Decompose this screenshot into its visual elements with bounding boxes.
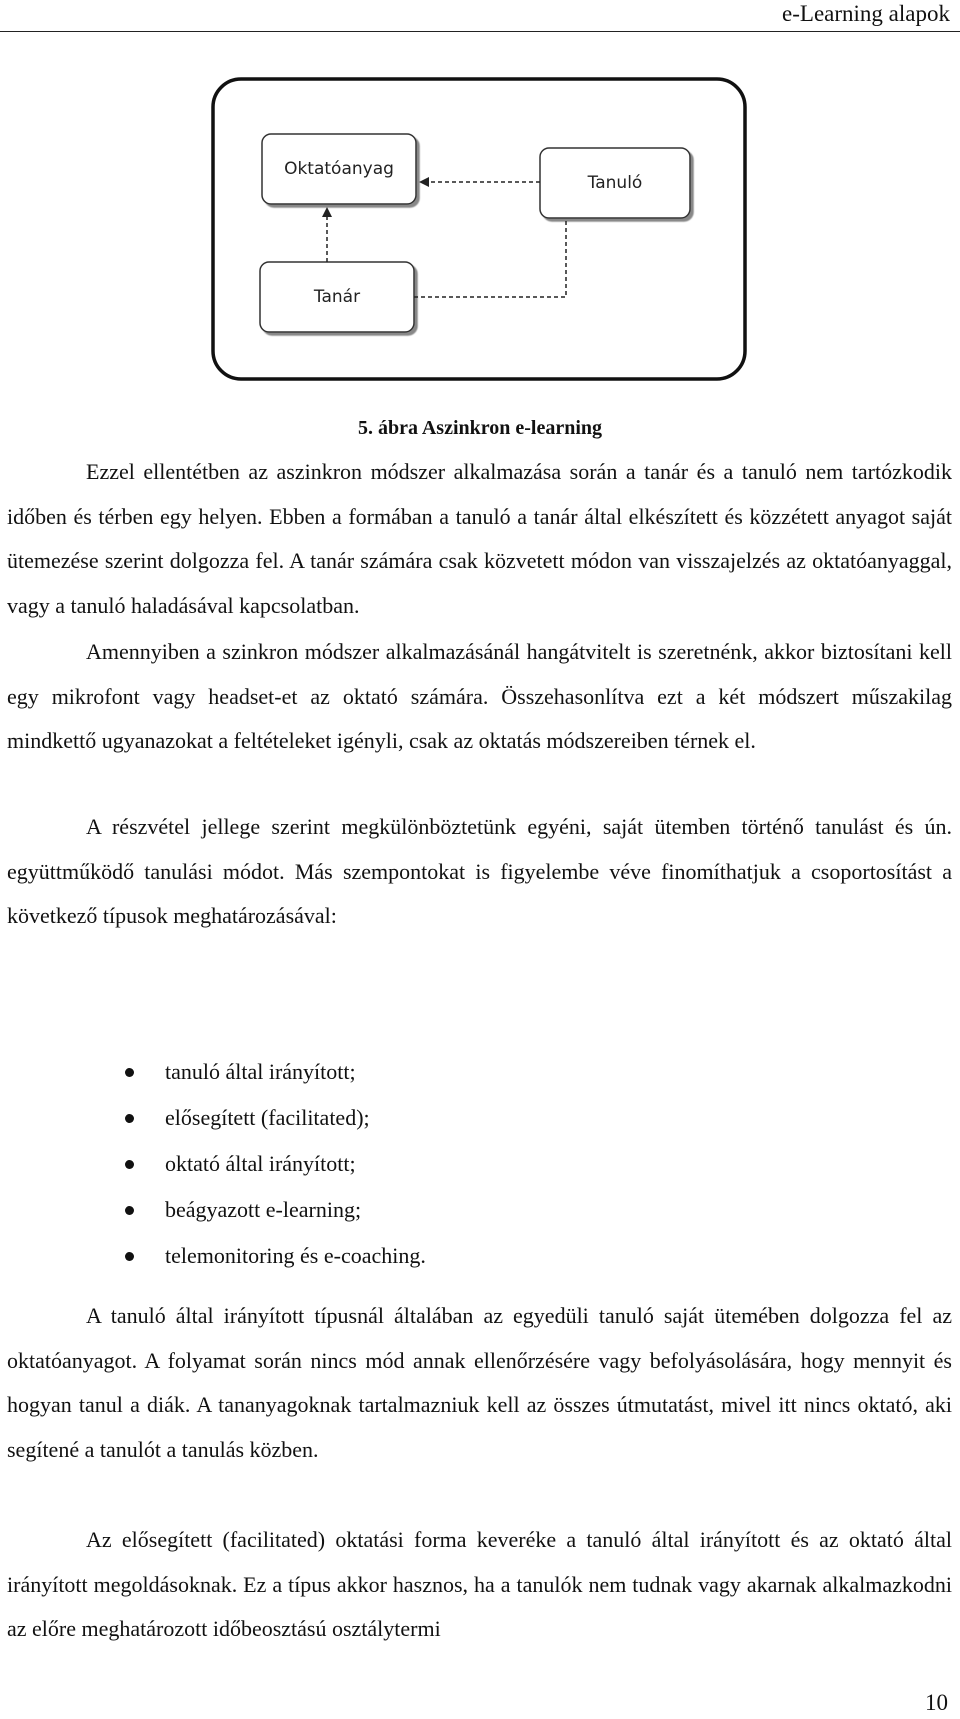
list-item-text: tanuló által irányított; (165, 1059, 356, 1084)
list-item (0, 1233, 426, 1279)
paragraph-2: Amennyiben a szinkron módszer alkalmazásánál hangátvitelt is szeretnénk, akkor biztosítani kell egy mikrofont vagy headset-et az oktató számára. Összehasonlítva ezt a két módszert műszakilag mindkettő ugyanazokat a feltételeket igényli, csak az oktatás módszereiben térnek el. (7, 639, 952, 753)
async-elearning-diagram (210, 76, 750, 386)
box-teacher-label: Tanár (313, 287, 361, 307)
header-title: e-Learning alapok (782, 1, 950, 26)
list-item (0, 1049, 426, 1095)
box-material (262, 134, 416, 204)
list-item-text: oktató által irányított; (165, 1151, 356, 1176)
bullet-dot (125, 1068, 134, 1077)
paragraph-3: A részvétel jellege szerint megkülönböztetünk egyéni, saját ütemben történő tanulást és ún. együttműködő tanulási módot. Más szempontokat is figyelembe véve finomíthatjuk a csoportosítást a következő típusok meghatározásával: (7, 814, 952, 928)
box-material-label: Oktatóanyag (284, 159, 394, 179)
diagram-frame (213, 79, 745, 379)
bullet-dot (125, 1206, 134, 1215)
paragraph-5: Az elősegített (facilitated) oktatási forma keveréke a tanuló által irányított és az oktató által irányított megoldásoknak. Ez a típus akkor hasznos, ha a tanulók nem tudnak vagy akarnak alkalmazkodni az előre meghatározott időbeosztású osztálytermi (7, 1527, 952, 1641)
page-number: 10 (925, 1690, 948, 1715)
type-list (0, 1049, 426, 1279)
bullet-dot (125, 1252, 134, 1261)
box-teacher (260, 262, 414, 332)
list-item (0, 1095, 426, 1141)
list-item (0, 1187, 426, 1233)
list-item-text: beágyazott e-learning; (165, 1197, 362, 1222)
bullet-dot (125, 1160, 134, 1169)
paragraph-4: A tanuló által irányított típusnál általában az egyedüli tanuló saját ütemében dolgozza fel az oktatóanyagot. A folyamat során nincs mód annak ellenőrzésére vagy befolyásolására, hogy mennyit és hogyan tanul a diák. A tananyagoknak tartalmazniuk kell az összes útmutatást, mivel itt nincs oktató, aki segítené a tanulót a tanulás közben. (7, 1303, 952, 1462)
list-item-text: elősegített (facilitated); (165, 1105, 370, 1130)
list-item (0, 1141, 426, 1187)
paragraph-1: Ezzel ellentétben az aszinkron módszer alkalmazása során a tanár és a tanuló nem tartózkodik időben és térben egy helyen. Ebben a formában a tanuló a tanár által elkészített és közzétett anyagot saját ütemezése szerint dolgozza fel. A tanár számára csak közvetett módon van visszajelzés az oktatóanyaggal, vagy a tanuló haladásával kapcsolatban. (7, 459, 952, 618)
list-item-text: telemonitoring és e-coaching. (165, 1243, 426, 1268)
box-learner (540, 148, 690, 218)
figure-caption: 5. ábra Aszinkron e-learning (357, 417, 603, 439)
bullet-dot (125, 1114, 134, 1123)
box-learner-label: Tanuló (587, 173, 643, 193)
page-header (0, 0, 960, 32)
